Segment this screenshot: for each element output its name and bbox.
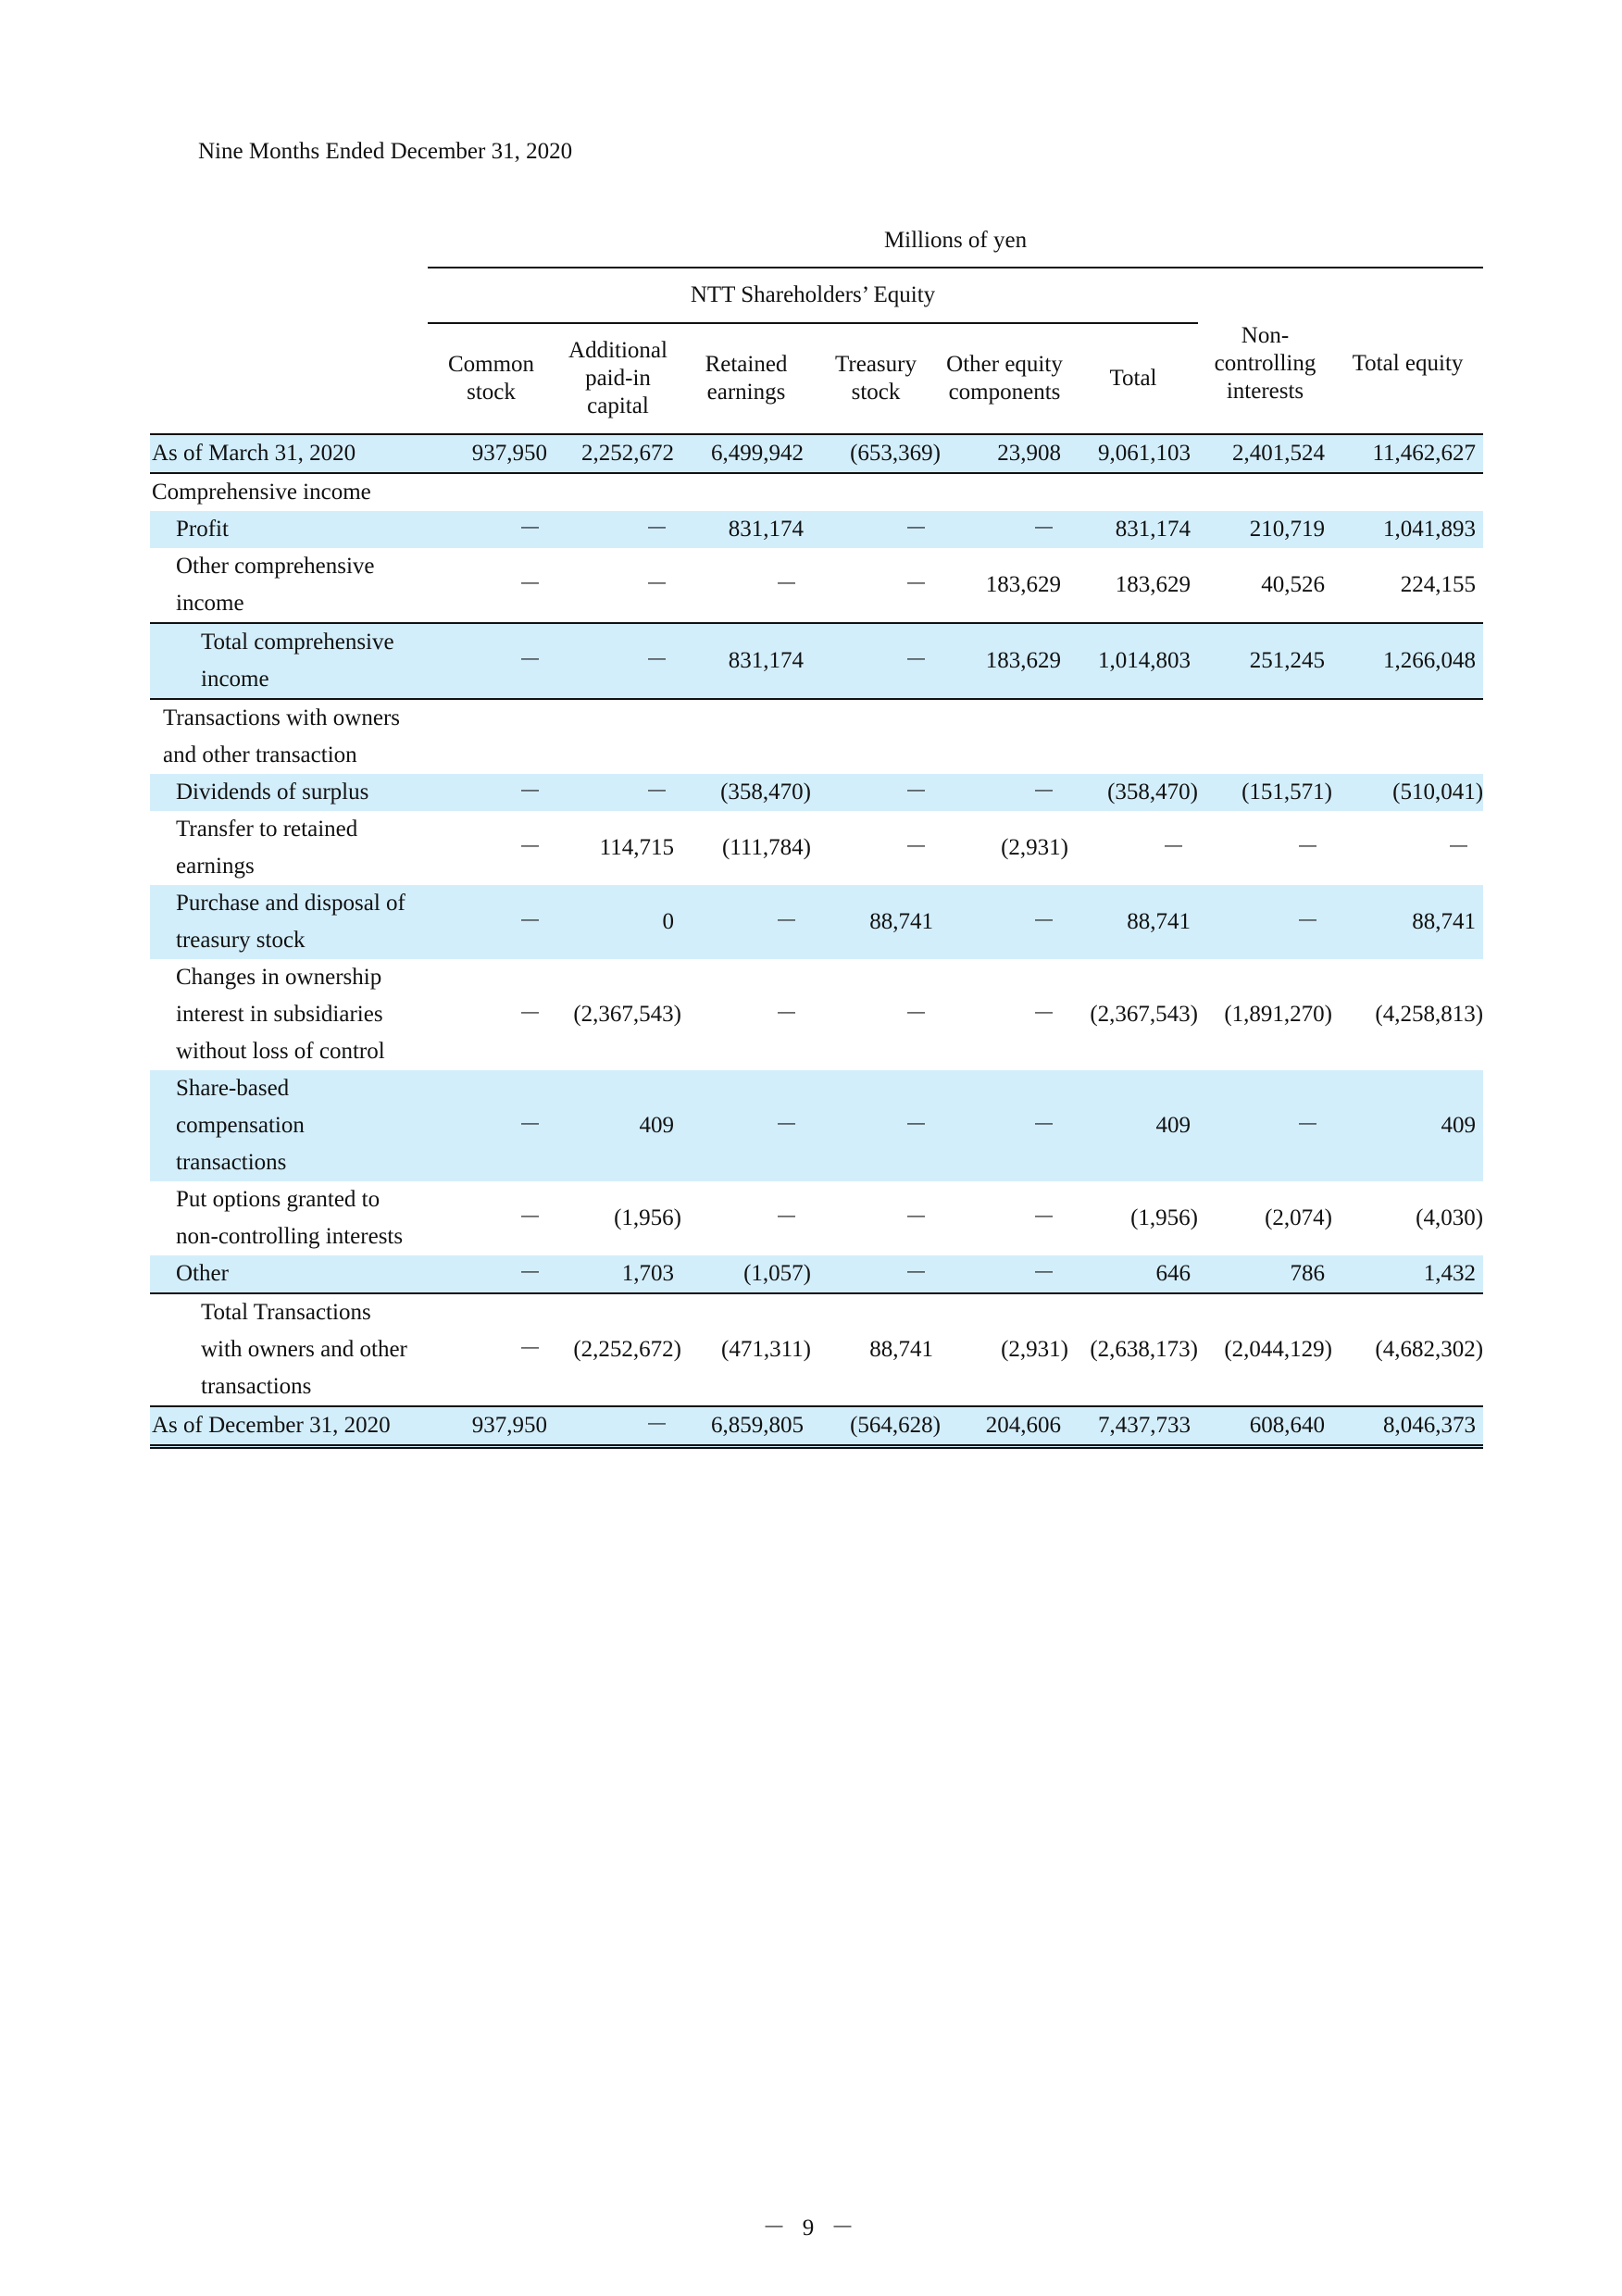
row-label-line: Purchase and disposal of [176,891,406,916]
cell-value: (111,784) [721,835,811,860]
cell-value: 1,266,048 [1332,623,1483,699]
cell-value: 8,046,373 [1332,1406,1483,1447]
table-row-put-options [150,1181,1483,1255]
row-label-line: Transfer to retained [176,817,358,842]
col-header-common-stock: Common stock [447,352,535,405]
table-row-tx-header [150,699,1483,774]
cell-value: － [774,1002,798,1027]
cell-value: － [428,774,555,811]
cell-value: － [555,623,681,699]
row-label [150,1255,428,1293]
cell-value [811,699,941,774]
cell-value: 210,719 [1198,511,1332,548]
cell-value: (1,956) [614,1205,681,1230]
cell-value: 9,061,103 [1068,434,1198,473]
row-label [150,959,428,1070]
row-label-line: Other comprehensive [176,554,375,579]
cell-value: (1,891,270) [1224,1002,1332,1027]
cell-value [555,473,681,511]
row-label [150,473,428,511]
cell-value: － [904,1205,928,1230]
row-label [150,885,428,959]
cell-value: 88,741 [1332,885,1483,959]
cell-value: － [811,774,941,811]
cell-value: (151,571) [1198,774,1332,811]
cell-value: 6,859,805 [681,1406,811,1447]
cell-value: (1,956) [1130,1205,1198,1230]
cell-value: － [941,1070,1068,1181]
cell-value: 2,401,524 [1198,434,1332,473]
equity-statement-table [150,215,1483,1449]
group-header: NTT Shareholders’ Equity [428,268,1198,323]
cell-value: － [518,1002,542,1027]
cell-value: (510,041) [1332,774,1483,811]
cell-value: － [1295,835,1319,860]
cell-value: 831,174 [1068,511,1198,548]
row-label [150,1070,428,1181]
row-label-line: Share-based [176,1076,290,1101]
cell-value [941,699,1068,774]
cell-value: (2,638,173) [1090,1337,1198,1362]
table-row-share-based [150,1070,1483,1181]
col-header-retained-earnings: Retained earnings [705,352,788,405]
cell-value: 204,606 [941,1406,1068,1447]
cell-value: 114,715 [599,835,674,860]
cell-value: (564,628) [811,1406,941,1447]
row-label-line: compensation [176,1113,305,1138]
cell-value: (2,044,129) [1224,1337,1332,1362]
row-label-line: Comprehensive income [152,480,371,505]
cell-value: 831,174 [681,623,811,699]
cell-value: － [904,835,928,860]
table-row-closing [150,1406,1483,1447]
row-label-line: Dividends of surplus [176,780,369,805]
cell-value: － [555,511,681,548]
cell-value: 11,462,627 [1332,434,1483,473]
row-label [150,811,428,885]
cell-value: － [518,572,542,597]
cell-value: － [774,572,798,597]
row-label-line: Total comprehensive [201,630,394,655]
cell-value [811,473,941,511]
row-label [150,511,428,548]
cell-value: － [1198,1070,1332,1181]
cell-value: － [811,1070,941,1181]
cell-value: (1,057) [681,1255,811,1293]
row-label [150,434,428,473]
cell-value: (4,682,302) [1375,1337,1484,1362]
cell-value [1198,699,1332,774]
cell-value: － [1198,885,1332,959]
cell-value: － [941,1255,1068,1293]
table-row-profit [150,511,1483,548]
cell-value [1332,699,1483,774]
cell-value: 646 [1068,1255,1198,1293]
cell-value: 2,252,672 [555,434,681,473]
cell-value: (653,369) [811,434,941,473]
cell-value [941,473,1068,511]
table-row-opening [150,434,1483,473]
cell-value: － [1447,835,1471,860]
table-row-treasury-tx [150,885,1483,959]
row-label-line: interest in subsidiaries [176,1002,383,1027]
cell-value: 224,155 [1400,572,1477,597]
cell-value: － [811,511,941,548]
table-row-tci [150,623,1483,699]
row-label-line: with owners and other [201,1337,407,1362]
table-row-dividends [150,774,1483,811]
cell-value: － [811,623,941,699]
cell-value: 937,950 [428,1406,555,1447]
cell-value: － [941,774,1068,811]
cell-value: － [904,572,928,597]
cell-value: － [518,1205,542,1230]
cell-value: 1,014,803 [1068,623,1198,699]
cell-value: － [941,885,1068,959]
cell-value: (358,470) [681,774,811,811]
table-row-oci [150,548,1483,623]
row-label-line: Other [176,1261,229,1286]
cell-value: － [428,623,555,699]
cell-value: 937,950 [428,434,555,473]
col-header-nci: Non- controlling interests [1214,323,1316,404]
cell-value: 40,526 [1261,572,1325,597]
cell-value: (2,074) [1265,1205,1332,1230]
cell-value: 1,041,893 [1332,511,1483,548]
cell-value: － [518,835,542,860]
row-label [150,1406,428,1447]
cell-value: － [428,885,555,959]
cell-value [428,473,555,511]
row-label-line: As of December 31, 2020 [152,1413,391,1438]
row-label-line: without loss of control [176,1039,385,1064]
row-label-line: Put options granted to [176,1187,381,1212]
page-number: － 9 － [762,2215,860,2240]
row-label-line: Profit [176,517,229,542]
row-label-line: Total Transactions [201,1300,371,1325]
cell-value: 608,640 [1198,1406,1332,1447]
cell-value: 7,437,733 [1068,1406,1198,1447]
cell-value: － [941,511,1068,548]
col-header-total: Total [1109,366,1157,391]
cell-value: － [518,1337,542,1362]
cell-value: 1,432 [1332,1255,1483,1293]
cell-value: － [555,774,681,811]
row-label [150,1293,428,1406]
cell-value: 88,741 [869,1337,933,1362]
cell-value: (2,367,543) [573,1002,681,1027]
row-label [150,548,428,623]
cell-value: － [1031,1205,1055,1230]
cell-value: － [1031,1002,1055,1027]
table-row-total-tx [150,1293,1483,1406]
row-label-line: earnings [176,854,255,879]
cell-value: － [811,1255,941,1293]
cell-value: (358,470) [1068,774,1198,811]
row-label-line: transactions [176,1150,287,1175]
cell-value: 831,174 [681,511,811,548]
row-label [150,623,428,699]
cell-value: 23,908 [941,434,1068,473]
row-label [150,774,428,811]
cell-value: 88,741 [1068,885,1198,959]
cell-value: － [555,1406,681,1447]
cell-value: 251,245 [1198,623,1332,699]
cell-value: － [1161,835,1185,860]
cell-value: 1,703 [555,1255,681,1293]
cell-value: 183,629 [1115,572,1191,597]
cell-value [428,699,555,774]
row-label-line: transactions [201,1374,312,1399]
table-row-ci-header [150,473,1483,511]
table-row-transfer [150,811,1483,885]
period-title: Nine Months Ended December 31, 2020 [198,139,573,164]
cell-value: 88,741 [811,885,941,959]
col-header-total-equity: Total equity [1352,351,1464,376]
cell-value: － [681,1070,811,1181]
cell-value: 409 [1332,1070,1483,1181]
col-header-treasury-stock: Treasury stock [835,352,917,405]
row-label-line: non-controlling interests [176,1224,404,1249]
cell-value: － [774,1205,798,1230]
row-label-line: income [201,667,269,692]
cell-value: － [428,1070,555,1181]
cell-value: － [428,511,555,548]
row-label-line: income [176,591,244,616]
row-label-line: Changes in ownership [176,965,382,990]
cell-value: (2,252,672) [573,1337,681,1362]
cell-value: (2,931) [1001,1337,1068,1362]
cell-value [681,699,811,774]
cell-value: (4,030) [1416,1205,1484,1230]
cell-value: 786 [1198,1255,1332,1293]
row-label [150,699,428,774]
cell-value: 409 [1068,1070,1198,1181]
cell-value: － [681,885,811,959]
row-label-line: and other transaction [163,742,357,767]
cell-value [1068,699,1198,774]
cell-value: 0 [555,885,681,959]
cell-value [1332,473,1483,511]
table-row-other [150,1255,1483,1293]
cell-value [1198,473,1332,511]
cell-value: 183,629 [985,572,1061,597]
cell-value: (471,311) [721,1337,811,1362]
cell-value: (2,367,543) [1090,1002,1198,1027]
cell-value: 409 [555,1070,681,1181]
table-row-ownership [150,959,1483,1070]
cell-value [1068,473,1198,511]
col-header-apic: Additional paid-in capital [568,338,668,418]
row-label-line: As of March 31, 2020 [152,441,356,466]
cell-value [681,473,811,511]
cell-value: － [428,1255,555,1293]
col-header-other-equity: Other equity components [946,352,1063,405]
cell-value: (2,931) [1001,835,1068,860]
row-label [150,1181,428,1255]
cell-value: 183,629 [941,623,1068,699]
row-label-line: Transactions with owners [163,705,401,730]
row-label-line: treasury stock [176,928,306,953]
units-caption: Millions of yen [428,215,1483,268]
cell-value: (4,258,813) [1375,1002,1484,1027]
cell-value: 6,499,942 [681,434,811,473]
cell-value: － [644,572,668,597]
cell-value [555,699,681,774]
cell-value: － [904,1002,928,1027]
